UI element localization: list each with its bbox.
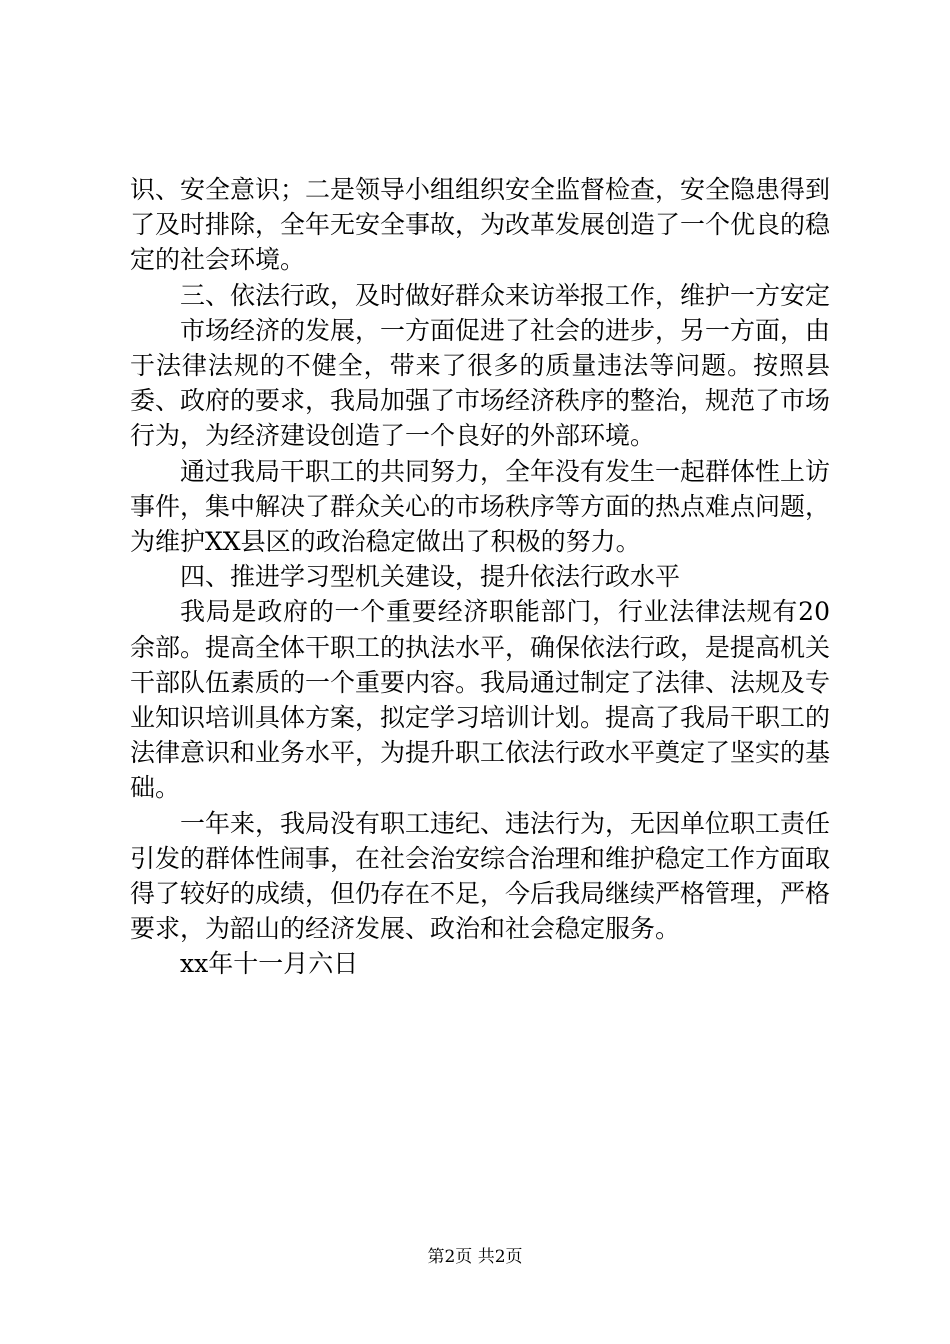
page-footer: 第2页 共2页	[427, 1247, 523, 1267]
section-heading-4: 四、推进学习型机关建设，提升依法行政水平	[180, 562, 681, 592]
document-date: xx年十一月六日	[180, 949, 359, 979]
document-body	[130, 172, 830, 982]
paragraph-joint-effort: 通过我局干职工的共同努力，全年没有发生一起群体性上访事件，集中解决了群众关心的市场秩序等方面的热点难点问题，为维护XX县区的政治稳定做出了积极的努力。	[130, 456, 831, 557]
paragraph-market-economy: 市场经济的发展，一方面促进了社会的进步，另一方面，由于法律法规的不健全，带来了很多的质量违法等问题。按照县委、政府的要求，我局加强了市场经济秩序的整治，规范了市场行为，为经济建设创造了一个良好的外部环境。	[130, 315, 831, 451]
paragraph-summary: 一年来，我局没有职工违纪、违法行为，无因单位职工责任引发的群体性闹事，在社会治安综合治理和维护稳定工作方面取得了较好的成绩，但仍存在不足，今后我局继续严格管理，严格要求，为韶山的经济发展、政治和社会稳定服务。	[130, 808, 831, 944]
paragraph-legal-training: 我局是政府的一个重要经济职能部门，行业法律法规有20余部。提高全体干职工的执法水平，确保依法行政，是提高机关干部队伍素质的一个重要内容。我局通过制定了法律、法规及专业知识培训具体方案，拟定学习培训计划。提高了我局干职工的法律意识和业务水平，为提升职工依法行政水平奠定了坚实的基础。	[130, 597, 831, 803]
paragraph-continuation: 识、安全意识；二是领导小组组织安全监督检查，安全隐患得到了及时排除，全年无安全事故，为改革发展创造了一个优良的稳定的社会环境。	[130, 175, 831, 275]
section-heading-3: 三、依法行政，及时做好群众来访举报工作，维护一方安定	[180, 280, 831, 310]
